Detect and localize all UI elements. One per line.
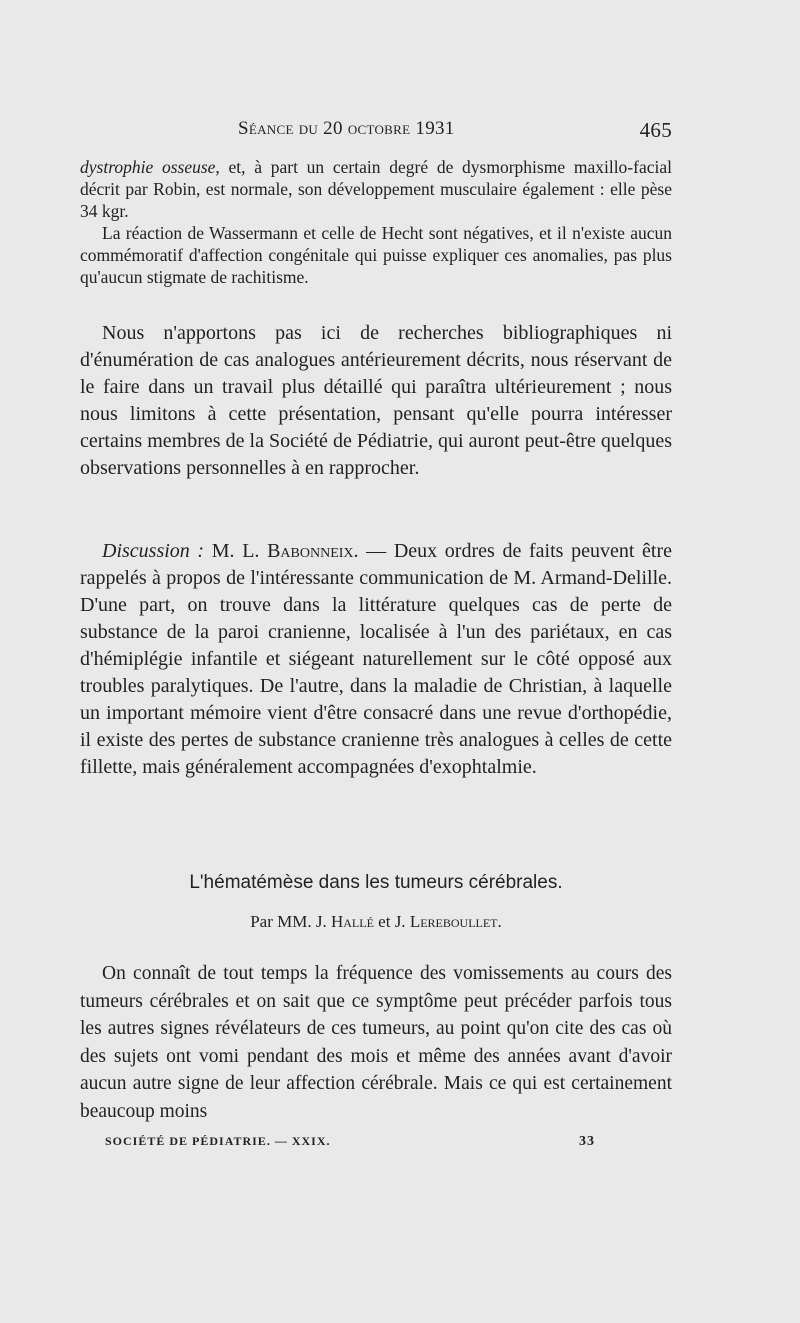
page-number: 465	[639, 118, 672, 142]
paragraph-text: On connaît de tout temps la fréquence des vomissements au cours des tumeurs cérébrales et on sait que ce symptôme peut précéder parfois tous les autres signes révélateurs de ces tumeurs, au point qu'on cite des cas où des sujets ont vomi pendant des mois et même des années avant d'avoir aucun autre signe de leur affection cérébrale. Mais ce qui est certainement beaucoup moins	[80, 963, 672, 1122]
paragraph-text: Nous n'apportons pas ici de recherches bibliographiques ni d'énumération de cas analogues antérieurement décrits, nous réservant de le faire dans un travail plus détaillé qui paraîtra ultérieurement ; nous nous limitons à cette présentation, pensant qu'elle pourra intéresser certains membres de la Société de Pédiatrie, qui auront peut-être quelques observations personnelles à en rapprocher.	[80, 322, 672, 479]
author-name: Hallé	[330, 912, 374, 931]
speaker-name: Babonneix	[267, 540, 354, 562]
author-name: Lereboullet	[409, 912, 498, 931]
authors-suffix: .	[497, 912, 502, 931]
footer-signature: 33	[579, 1134, 595, 1149]
italic-term: dystrophie osseuse	[80, 157, 216, 177]
authors-prefix: Par MM. J.	[250, 912, 331, 931]
footer-journal: SOCIÉTÉ DE PÉDIATRIE. — XXIX.	[105, 1134, 331, 1148]
discussion-text: . — Deux ordres de faits peuvent être rappelés à propos de l'intéressante communication de M. Armand-Delille. D'une part, on trouve dans la littérature quelques cas de perte de substance de la paroi cranienne, localisée à l'un des pariétaux, en cas d'hémiplégie infantile et siégeant naturellement sur le côté opposé aux troubles paralytiques. De l'autre, dans la maladie de Christian, à laquelle un important mémoire vient d'être consacré dans une revue d'orthopédie, il existe des pertes de substance cranienne très analogues à celles de cette fillette, mais généralement accompagnées d'exophtalmie.	[80, 540, 672, 778]
speaker-prefix: M. L.	[204, 540, 268, 562]
section-heading: L'hématémèse dans les tumeurs cérébrales.	[189, 872, 563, 893]
discussion-label: Discussion :	[102, 540, 205, 562]
paragraph-wassermann: La réaction de Wassermann et celle de Hecht sont négatives, et il n'existe aucun commémoratif d'affection congénitale qui puisse expliquer ces anomalies, pas plus qu'aucun stigmate de rachitisme.	[80, 223, 672, 287]
paragraph-text: , et, à part un certain degré de dysmorphisme maxillo-facial décrit par Robin, est normale, son développement musculaire également : elle pèse 34 kgr.	[80, 157, 672, 221]
page-footer	[105, 1134, 595, 1149]
header-title: Séance du 20 octobre 1931	[238, 118, 455, 139]
paragraph-dystrophie	[80, 156, 672, 288]
section-authors	[80, 912, 672, 932]
discussion-paragraph	[80, 538, 672, 781]
paragraph-hematemese	[80, 960, 672, 1125]
paragraph-bibliography	[80, 320, 672, 482]
authors-mid: et J.	[373, 912, 410, 931]
